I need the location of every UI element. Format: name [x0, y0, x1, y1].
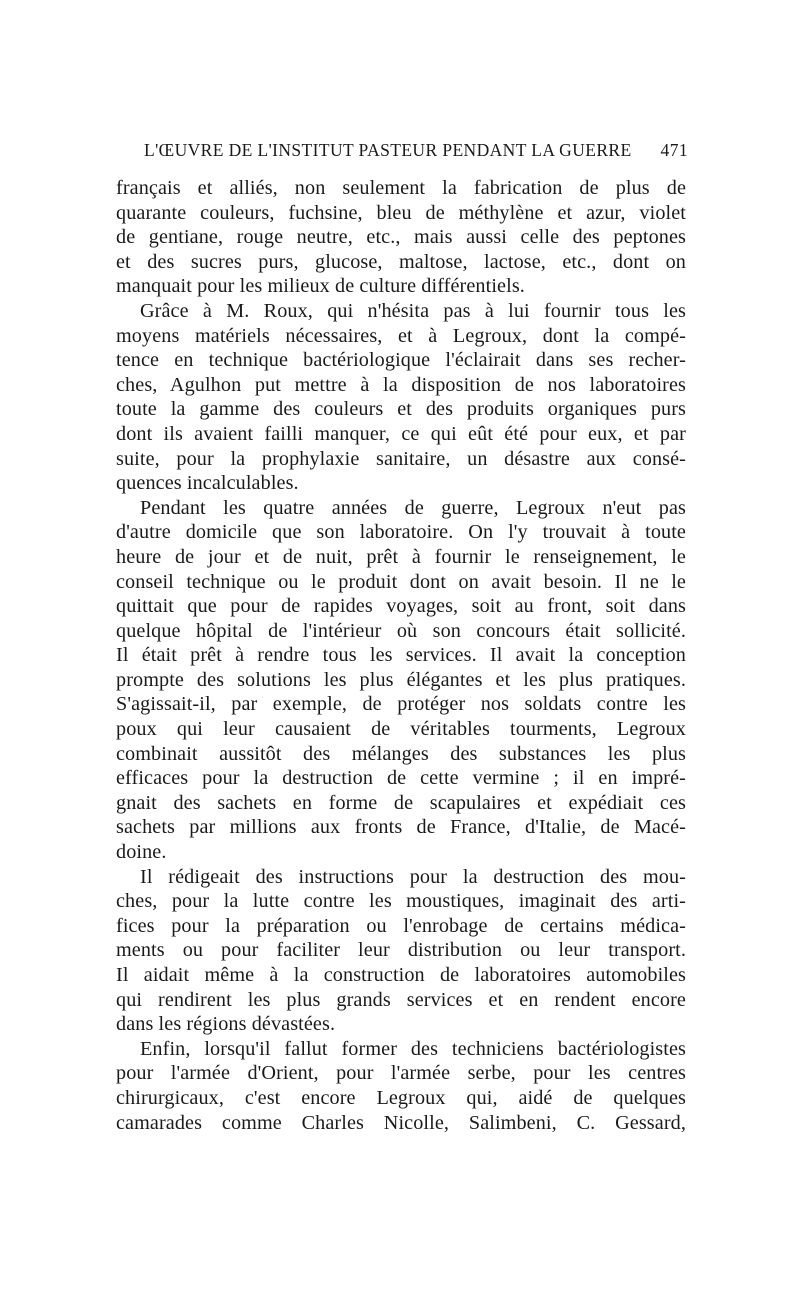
- text-line: heure de jour et de nuit, prêt à fournir le renseignement, le: [116, 545, 686, 568]
- paragraph-5: [116, 1037, 686, 1135]
- text-line: suite, pour la prophylaxie sanitaire, un désastre aux consé-: [116, 447, 686, 470]
- text-line: Il rédigeait des instructions pour la destruction des mou-: [140, 865, 686, 888]
- text-line: sachets par millions aux fronts de France, d'Italie, de Macé-: [116, 816, 686, 839]
- running-head: [144, 140, 688, 176]
- text-line: prompte des solutions les plus élégantes et les plus pratiques.: [116, 668, 686, 691]
- text-line: ches, pour la lutte contre les moustiques, imaginait des arti-: [116, 890, 686, 913]
- text-line: Pendant les quatre années de guerre, Legroux n'eut pas: [140, 496, 686, 519]
- running-title: L'ŒUVRE DE L'INSTITUT PASTEUR PENDANT LA GUERRE: [144, 140, 632, 160]
- text-line: efficaces pour la destruction de cette vermine ; il en impré-: [116, 767, 686, 790]
- text-line: pour l'armée d'Orient, pour l'armée serbe, pour les centres: [116, 1062, 686, 1085]
- text-line: camarades comme Charles Nicolle, Salimbeni, C. Gessard,: [116, 1111, 686, 1134]
- text-line: moyens matériels nécessaires, et à Legroux, dont la compé-: [116, 324, 686, 347]
- text-line: doine.: [116, 841, 167, 864]
- text-line: d'autre domicile que son laboratoire. On l'y trouvait à toute: [116, 521, 686, 544]
- text-line: chirurgicaux, c'est encore Legroux qui, aidé de quelques: [116, 1086, 686, 1109]
- text-line: poux qui leur causaient de véritables tourments, Legroux: [116, 718, 686, 741]
- text-line: conseil technique ou le produit dont on avait besoin. Il ne le: [116, 570, 686, 593]
- text-line: français et alliés, non seulement la fabrication de plus de: [116, 177, 686, 199]
- body-text: [116, 176, 686, 1135]
- text-line: dont ils avaient failli manquer, ce qui eût été pour eux, et par: [116, 422, 686, 445]
- text-line: dans les régions dévastées.: [116, 1013, 336, 1036]
- text-line: ches, Agulhon put mettre à la disposition de nos laboratoires: [116, 373, 686, 396]
- text-line: Enfin, lorsqu'il fallut former des techniciens bactériologistes: [140, 1037, 686, 1060]
- text-line: gnait des sachets en forme de scapulaires et expédiait ces: [116, 791, 686, 814]
- text-line: quarante couleurs, fuchsine, bleu de méthylène et azur, violet: [116, 201, 686, 224]
- text-line: S'agissait-il, par exemple, de protéger nos soldats contre les: [116, 693, 686, 716]
- text-line: fices pour la préparation ou l'enrobage de certains médica-: [116, 914, 686, 937]
- paragraph-3: [116, 496, 686, 865]
- text-line: Grâce à M. Roux, qui n'hésita pas à lui fournir tous les: [140, 299, 686, 322]
- paragraph-4: [116, 865, 686, 1037]
- text-line: de gentiane, rouge neutre, etc., mais aussi celle des peptones: [116, 226, 686, 249]
- text-line: quittait que pour de rapides voyages, soit au front, soit dans: [116, 595, 686, 618]
- text-line: qui rendirent les plus grands services et en rendent encore: [116, 988, 686, 1011]
- text-line: tence en technique bactériologique l'éclairait dans ses recher-: [116, 349, 686, 372]
- text-line: Il aidait même à la construction de laboratoires automobiles: [116, 964, 686, 986]
- text-line: combinait aussitôt des mélanges des substances les plus: [116, 742, 686, 765]
- text-line: quences incalculables.: [116, 472, 299, 495]
- text-line: ments ou pour faciliter leur distribution ou leur transport.: [116, 939, 686, 962]
- text-line: quelque hôpital de l'intérieur où son concours était sollicité.: [116, 619, 686, 642]
- paragraph-1: [116, 176, 686, 299]
- book-page: [116, 140, 686, 1135]
- text-line: et des sucres purs, glucose, maltose, lactose, etc., dont on: [116, 250, 686, 273]
- paragraph-2: [116, 299, 686, 496]
- text-line: Il était prêt à rendre tous les services. Il avait la conception: [116, 644, 686, 667]
- page-number: 471: [660, 140, 688, 160]
- text-line: manquait pour les milieux de culture différentiels.: [116, 275, 525, 298]
- text-line: toute la gamme des couleurs et des produits organiques purs: [116, 398, 686, 421]
